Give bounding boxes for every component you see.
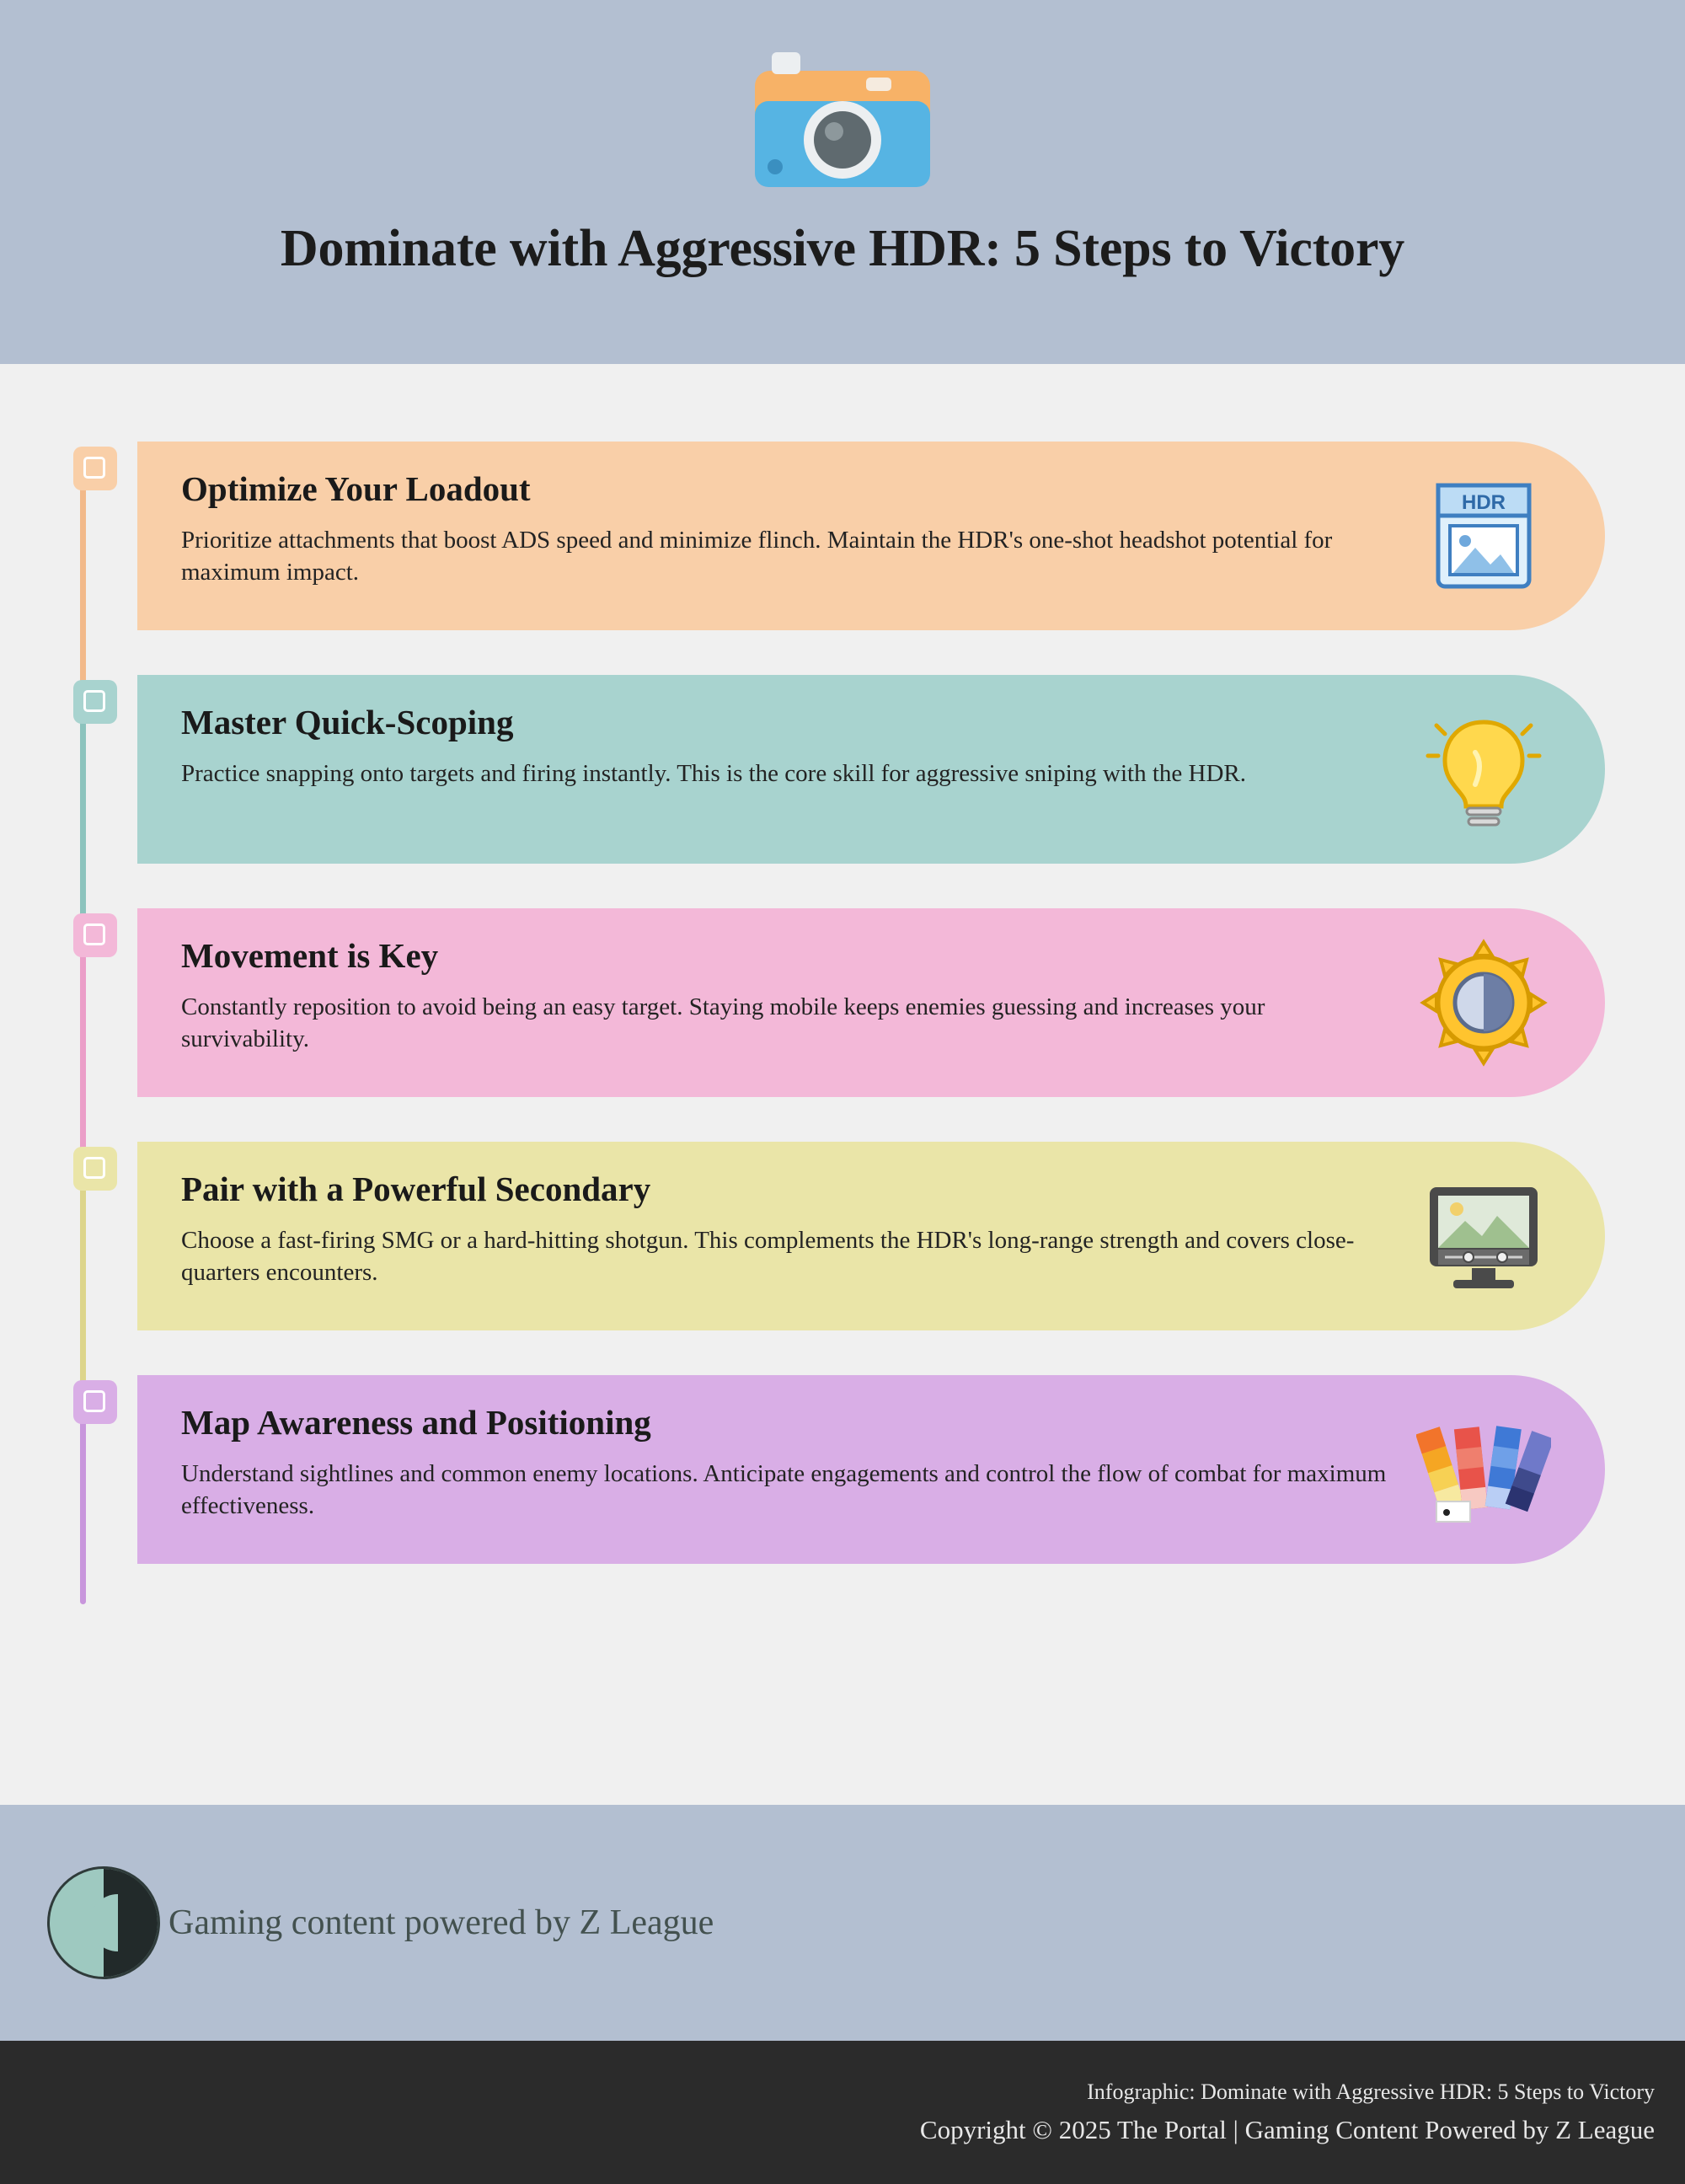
brand-text: Gaming content powered by Z League [168,1903,714,1942]
lightbulb-icon [1416,702,1551,837]
step-card[interactable] [137,1142,1605,1330]
step-title: Movement is Key [181,936,439,975]
step-item [80,908,1605,1097]
header-band [0,0,1685,364]
z-league-logo [47,1866,160,1979]
step-rail [80,1160,86,1384]
step-description: Choose a fast-firing SMG or a hard-hitting shotgun. This complements the HDR's long-range strength and covers close-quarters encounters. [181,1227,1355,1287]
hdr-image-icon [1416,468,1551,603]
step-item [80,675,1605,864]
step-marker [73,447,117,490]
step-title: Optimize Your Loadout [181,469,531,508]
step-rail [80,460,86,684]
step-rail [80,927,86,1151]
step-title: Master Quick-Scoping [181,703,514,741]
step-title: Map Awareness and Positioning [181,1403,651,1442]
gear-icon [1416,935,1551,1070]
page-title: Dominate with Aggressive HDR: 5 Steps to Victory [280,220,1405,277]
step-card[interactable] [137,442,1605,630]
step-card[interactable] [137,1375,1605,1564]
step-marker [73,680,117,724]
svg-text:HDR: HDR [1462,491,1506,514]
color-palette-icon [1416,1402,1551,1537]
step-item [80,1375,1605,1564]
step-card[interactable] [137,675,1605,864]
step-item [80,442,1605,630]
step-description: Constantly reposition to avoid being an easy target. Staying mobile keeps enemies guessing and increases your survivability. [181,993,1265,1053]
step-rail [80,1394,86,1604]
footer-bar [0,2041,1685,2184]
brand-band [0,1805,1685,2041]
step-marker [73,913,117,957]
monitor-editor-icon [1416,1169,1551,1303]
step-description: Prioritize attachments that boost ADS speed and minimize flinch. Maintain the HDR's one-shot headshot potential for maximum impact. [181,527,1333,586]
step-description: Practice snapping onto targets and firing instantly. This is the core skill for aggressive sniping with the HDR. [181,760,1246,787]
step-rail [80,693,86,918]
step-title: Pair with a Powerful Secondary [181,1170,651,1208]
step-marker [73,1380,117,1424]
step-item [80,1142,1605,1330]
steps-section [0,364,1685,1805]
camera-icon [740,40,945,201]
footer-copyright: Copyright © 2025 The Portal | Gaming Content Powered by Z League [919,2115,1655,2144]
step-description: Understand sightlines and common enemy locations. Anticipate engagements and control the flow of combat for maximum effectiveness. [181,1460,1387,1520]
footer-caption: Infographic: Dominate with Aggressive HDR: 5 Steps to Victory [1087,2080,1655,2104]
step-marker [73,1147,117,1191]
step-card[interactable] [137,908,1605,1097]
